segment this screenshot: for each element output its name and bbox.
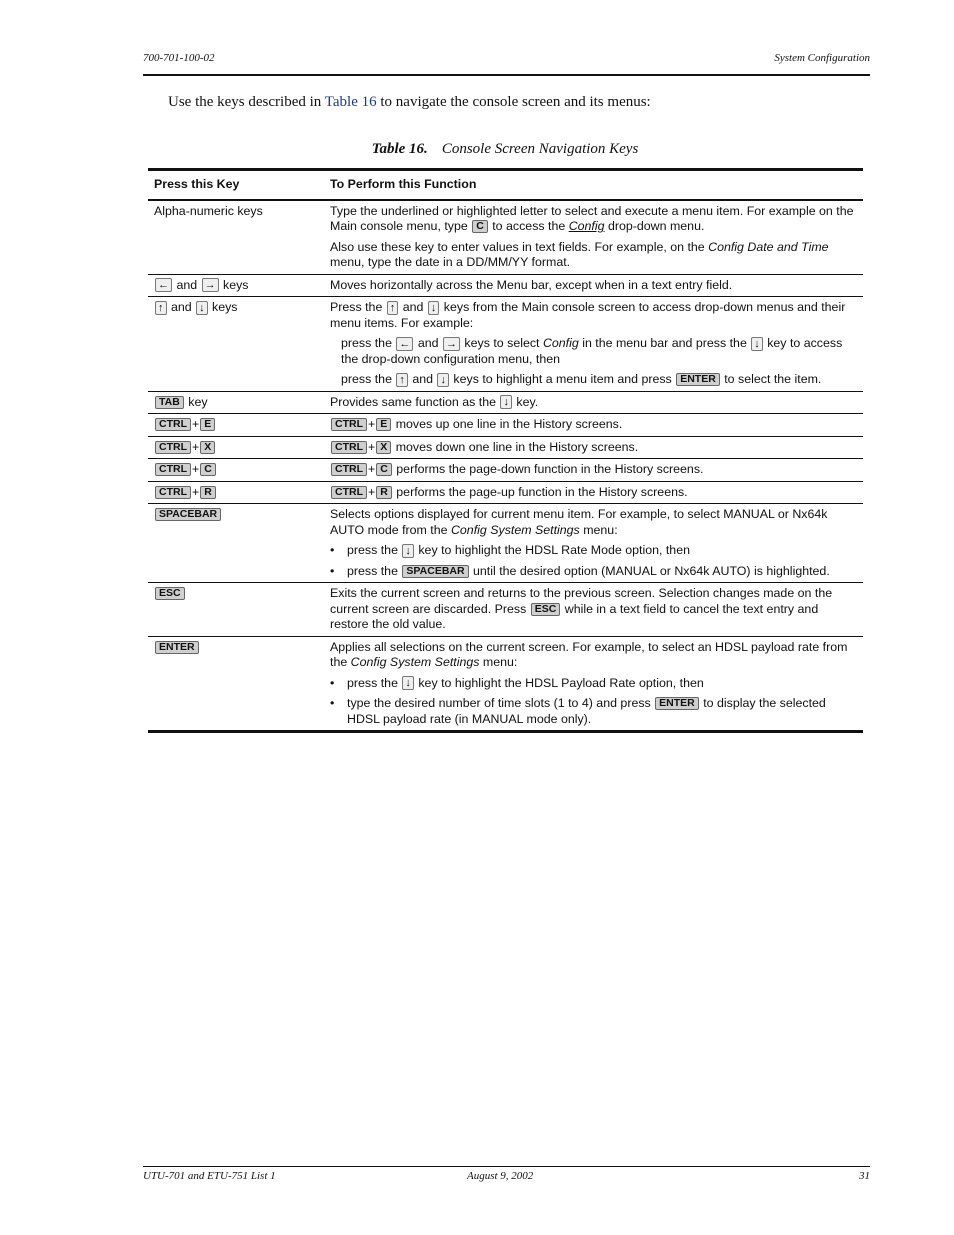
text: key to access the drop-down configuration menu, then [341,336,843,366]
down-arrow-key-icon: ↓ [402,676,414,690]
e-key: E [200,418,215,431]
text: menu: [479,655,518,669]
key-cell: Alpha-numeric keys [154,203,263,218]
text: press the [347,563,402,578]
text: Provides same function as the [330,394,500,409]
document-number: 700-701-100-02 [143,52,215,64]
spacebar-key: SPACEBAR [402,565,468,578]
function-cell [324,392,863,414]
footer-divider [143,1166,870,1167]
text: Selects options displayed for current menu item. For example, to select MANUAL or Nx64k AUTO mode from the [330,507,828,537]
down-arrow-key-icon: ↓ [751,337,763,351]
ctrl-key: CTRL [331,418,367,431]
text: to select the item. [720,372,822,386]
table-row [148,582,863,636]
header-divider [143,74,870,76]
function-cell [324,583,863,636]
table-caption [0,141,954,158]
key-cell [148,482,324,504]
key-cell [148,297,324,391]
esc-key: ESC [531,603,561,616]
key-cell [148,637,324,731]
plus-sign: + [368,484,376,499]
table-row [148,391,863,414]
text: press the [347,675,402,690]
bullet: • [330,563,335,578]
text: until the desired option (MANUAL or Nx64k AUTO) is highlighted. [469,563,830,578]
table-row [148,296,863,391]
bullet: • [330,675,335,690]
function-cell [324,414,863,436]
menu-name: Config Date and Time [708,239,829,254]
text: while in a text field to cancel the text entry and restore the old value. [330,601,819,631]
ctrl-key: CTRL [155,441,191,454]
text: and [167,300,196,314]
enter-key: ENTER [155,641,199,654]
plus-sign: + [192,462,200,476]
key-cell [148,437,324,459]
menu-name: Config System Settings [350,655,480,669]
text: Type the underlined or highlighted letter to select and execute a menu item. For example on the Main console menu, type [330,203,854,233]
down-arrow-key-icon: ↓ [437,373,449,387]
intro-paragraph [168,94,651,111]
enter-key: ENTER [676,373,720,386]
function-cell [324,437,863,459]
c-key: C [200,463,216,476]
footer-date: August 9, 2002 [467,1170,534,1182]
menu-name: Config [542,336,579,350]
ctrl-key: CTRL [331,486,367,499]
tab-key: TAB [155,396,184,409]
column-header-function: To Perform this Function [330,177,477,191]
bullet-item [330,543,855,559]
plus-sign: + [368,439,376,454]
text: press the [341,372,396,386]
section-title: System Configuration [774,52,870,64]
table-row [148,481,863,504]
function-cell [324,637,863,731]
text: Also use these key to enter values in text fields. For example, on the [330,239,709,254]
text: keys [208,300,238,314]
text: in the menu bar and press the [578,336,751,350]
caption-title: Console Screen Navigation Keys [441,141,639,157]
key-cell [148,504,324,582]
ctrl-key: CTRL [155,486,191,499]
key-cell [148,275,324,297]
ctrl-key: CTRL [331,463,367,476]
ctrl-key: CTRL [331,441,367,454]
ctrl-key: CTRL [155,463,191,476]
down-arrow-key-icon: ↓ [196,301,208,315]
table-row [148,636,863,731]
table-row [148,200,863,274]
text: press the [347,543,402,557]
intro-text-end: to navigate the console screen and its menus: [376,94,651,110]
key-cell [148,414,324,436]
right-arrow-key-icon: → [443,337,460,351]
text: Applies all selections on the current screen. For example, to select an HDSL payload rate from the [330,639,848,669]
text: type the desired number of time slots (1 to 4) and press [347,696,655,710]
text: key to highlight the HDSL Payload Rate option, then [414,675,704,690]
text: Exits the current screen and returns to the previous screen. Selection changes made on the current screen are discarded. Press [330,586,833,616]
menu-name: Config System Settings [450,522,580,537]
c-key: C [472,220,488,233]
left-arrow-key-icon: ← [396,337,413,351]
navigation-keys-table [148,168,863,733]
function-cell [324,504,863,582]
bullet: • [330,696,335,710]
bullet-item [330,696,855,727]
spacebar-key: SPACEBAR [155,508,221,521]
right-arrow-key-icon: → [202,278,219,292]
plus-sign: + [192,417,200,431]
text: moves up one line in the History screens. [392,417,623,431]
function-cell [324,482,863,504]
esc-key: ESC [155,587,185,600]
up-arrow-key-icon: ↑ [396,373,408,387]
config-menu-name: Config [568,219,605,233]
text: drop-down menu. [604,219,705,233]
r-key: R [376,486,392,499]
plus-sign: + [368,462,376,476]
table-row [148,413,863,436]
text: and [414,336,442,350]
column-header-key: Press this Key [154,177,240,191]
table-row [148,274,863,297]
bullet-item [330,564,855,580]
table-row [148,458,863,481]
bullet: • [330,543,335,557]
table-16-link[interactable]: Table 16 [324,94,377,110]
enter-key: ENTER [655,697,699,710]
plus-sign: + [192,439,200,454]
text: Press the [330,300,386,314]
key-cell [148,459,324,481]
function-cell [324,201,863,274]
text: keys [219,277,249,292]
table-row [148,503,863,582]
text: key [184,394,208,409]
key-cell [148,392,324,414]
intro-text: Use the keys described in [168,94,325,110]
footer-product: UTU-701 and ETU-751 List 1 [143,1170,276,1182]
up-arrow-key-icon: ↑ [387,301,399,315]
text: press the [341,336,396,350]
page-number: 31 [859,1170,870,1182]
bullet-item [330,676,855,692]
text: performs the page-up function in the History screens. [392,484,688,499]
ctrl-key: CTRL [155,418,191,431]
down-arrow-key-icon: ↓ [500,395,512,409]
caption-label: Table 16. [371,141,428,157]
table-row [148,436,863,459]
c-key: C [376,463,392,476]
text: keys from the Main console screen to access drop-down menus and their menu items. For example: [330,300,846,330]
text: menu, type the date in a DD/MM/YY format. [330,255,571,269]
text: to access the [488,219,569,233]
plus-sign: + [368,417,376,431]
text: keys to highlight a menu item and press [449,372,676,386]
function-cell [324,459,863,481]
text: and [399,300,427,314]
function-cell: Moves horizontally across the Menu bar, except when in a text entry field. [330,277,733,292]
text: key to highlight the HDSL Rate Mode option, then [414,543,690,557]
text: performs the page-down function in the History screens. [392,462,704,476]
x-key: X [200,441,215,454]
key-cell [148,583,324,636]
text: key. [512,394,539,409]
text: and [408,372,437,386]
table-header-row [148,171,863,200]
e-key: E [376,418,391,431]
function-cell [324,297,863,391]
text: and [173,277,201,292]
x-key: X [376,441,391,454]
down-arrow-key-icon: ↓ [428,301,440,315]
r-key: R [200,486,216,499]
text: to display the selected HDSL payload rate (in MANUAL mode only). [347,696,826,726]
text: menu: [579,522,618,537]
up-arrow-key-icon: ↑ [155,301,167,315]
text: moves down one line in the History screens. [392,439,639,454]
text: keys to select [460,336,543,350]
left-arrow-key-icon: ← [155,278,172,292]
plus-sign: + [192,484,200,499]
down-arrow-key-icon: ↓ [402,544,414,558]
